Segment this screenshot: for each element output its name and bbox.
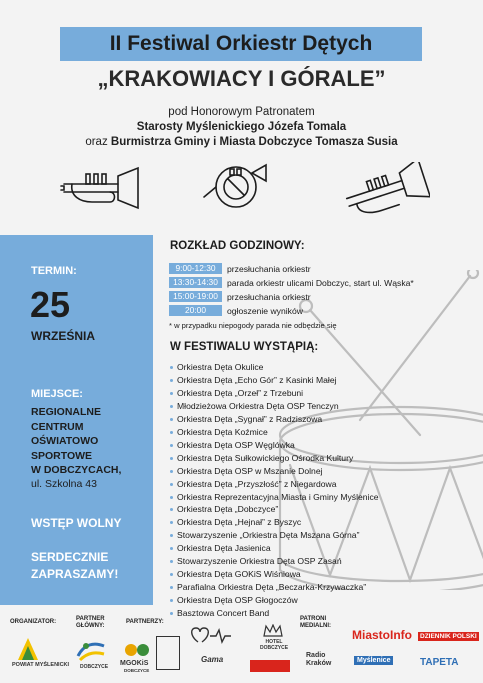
orchestra-item: Orkiestra Dęta „Sygnał” z Radziszowa xyxy=(170,413,379,426)
orchestra-item: Orkiestra Dęta „Hejnał” z Byszyc xyxy=(170,516,379,529)
powiat-logo-icon xyxy=(14,636,42,662)
place-name xyxy=(31,405,121,490)
schedule-row xyxy=(169,305,303,316)
tapeta-logo-text: TAPETA xyxy=(420,657,459,668)
orchestra-item: Orkiestra Reprezentacyjna Miasta i Gminy Myślenice xyxy=(170,491,379,504)
schedule-row xyxy=(169,291,311,302)
media-label: PATRONI MEDIALNI: xyxy=(300,616,331,629)
orchestra-item: Orkiestra Dęta OSP Węglówka xyxy=(170,439,379,452)
festival-subtitle: „KRAKOWIACY I GÓRALE” xyxy=(97,66,386,91)
mgokis-logo-sub: DOBCZYCE xyxy=(124,668,150,673)
patronage-prefix: oraz xyxy=(85,136,108,148)
place-line: W DOBCZYCACH, xyxy=(31,464,122,476)
place-line: OŚWIATOWO xyxy=(31,435,99,447)
partner-emblem-icon xyxy=(156,636,180,670)
patronage-line-3 xyxy=(0,136,483,148)
mgokis-logo-text: MGOKiS xyxy=(120,660,149,667)
place-address: ul. Szkolna 43 xyxy=(31,477,97,490)
orchestra-item: Orkiestra Dęta Koźmice xyxy=(170,426,379,439)
dobczyce-logo-icon xyxy=(76,640,106,662)
miastoinfo-logo-text: MiastoInfo xyxy=(352,628,412,642)
schedule-time: 13:30-14:30 xyxy=(169,277,222,288)
orchestra-item: Stowarzyszenie Orkiestra Dęta OSP Zasań xyxy=(170,555,379,568)
schedule-desc: ogłoszenie wyników xyxy=(227,305,303,316)
dziennik-logo-text: DZIENNIK POLSKI xyxy=(420,633,477,640)
patronage-line-1: pod Honorowym Patronatem xyxy=(168,106,315,118)
radio-krakow-logo-text: Radio Kraków xyxy=(306,652,332,667)
orchestra-item: Orkiestra Dęta „Orzeł” z Trzebuni xyxy=(170,387,379,400)
orchestra-item: Orkiestra Dęta Sułkowickiego Ośrodka Kultury xyxy=(170,452,379,465)
event-month: WRZEŚNIA xyxy=(31,329,95,343)
orchestra-item: Orkiestra Dęta OSP w Mszanie Dolnej xyxy=(170,465,379,478)
schedule-time: 20:00 xyxy=(169,305,222,316)
myslenice-tv-logo-text: Myślenice xyxy=(354,656,393,665)
schedule-row xyxy=(169,277,414,288)
orchestra-item: Orkiestra Dęta Okulice xyxy=(170,361,379,374)
french-horn-icon xyxy=(202,163,270,211)
orchestra-item: Parafialna Orkiestra Dęta „Beczarka-Krzywaczka” xyxy=(170,581,379,594)
schedule-title: ROZKŁAD GODZINOWY: xyxy=(170,240,305,252)
orchestra-item: Orkiestra Dęta Jasienica xyxy=(170,542,379,555)
hotel-crown-icon xyxy=(262,624,284,638)
orchestra-list xyxy=(170,361,379,620)
schedule-desc: przesłuchania orkiestr xyxy=(227,291,311,302)
event-day: 25 xyxy=(30,284,71,325)
free-entry: WSTĘP WOLNY xyxy=(31,516,122,530)
orchestra-item: Orkiestra Dęta „Dobczyce” xyxy=(170,503,379,516)
dobczyce-logo-text: DOBCZYCE xyxy=(80,664,109,670)
powiat-logo-text: POWIAT MYŚLENICKI xyxy=(12,662,70,668)
schedule-note: * w przypadku niepogody parada nie odbędzie się xyxy=(169,321,337,330)
schedule-time: 9:00-12:30 xyxy=(169,263,222,274)
place-line: SPORTOWE xyxy=(31,449,93,462)
partner-main-label: PARTNER GŁÓWNY: xyxy=(76,616,105,629)
schedule-time: 15:00-19:00 xyxy=(169,291,222,302)
partners-label: PARTNERZY: xyxy=(126,619,164,625)
orchestra-item: Młodzieżowa Orkiestra Dęta OSP Tenczyn xyxy=(170,400,379,413)
mgokis-logo-icon xyxy=(124,640,150,660)
schedule-desc: przesłuchania orkiestr xyxy=(227,263,311,274)
organizer-label: ORGANIZATOR: xyxy=(10,619,57,625)
gama-logo-text: Gama xyxy=(201,655,224,664)
festival-title: II Festiwal Orkiestr Dętych xyxy=(109,32,373,55)
patronage-mayor: Burmistrza Gminy i Miasta Dobczyce Tomasza Susia xyxy=(110,136,398,148)
orchestra-item: Orkiestra Dęta „Przyszłość” z Niegardowa xyxy=(170,478,379,491)
title-banner xyxy=(60,27,422,61)
invite-line-2: ZAPRASZAMY! xyxy=(31,567,119,581)
schedule-row xyxy=(169,263,311,274)
place-line: CENTRUM xyxy=(31,420,84,433)
heart-logo-icon xyxy=(188,626,232,646)
term-label: TERMIN: xyxy=(31,265,77,277)
orchestra-item: Stowarzyszenie „Orkiestra Dęta Mszana Górna” xyxy=(170,529,379,542)
place-label: MIEJSCE: xyxy=(31,388,83,400)
orchestra-item: Basztowa Concert Band xyxy=(170,607,379,620)
invite-line-1: SERDECZNIE xyxy=(31,550,109,564)
schedule-desc: parada orkiestr ulicami Dobczyc, start ul. Wąska* xyxy=(227,277,414,288)
patronage-line-2: Starosty Myślenickiego Józefa Tomala xyxy=(136,121,347,133)
orchestra-item: Orkiestra Dęta GOKiS Wiśniowa xyxy=(170,568,379,581)
hotel-logo-text: HOTEL DOBCZYCE xyxy=(259,639,289,651)
orchestra-item: Orkiestra Dęta OSP Głogoczów xyxy=(170,594,379,607)
partner-red-logo-icon xyxy=(250,660,290,672)
orchestra-item: Orkiestra Dęta „Echo Gór” z Kasinki Małej xyxy=(170,374,379,387)
place-line: REGIONALNE xyxy=(31,406,102,418)
trumpet-icon-2 xyxy=(342,162,430,218)
trumpet-icon xyxy=(58,162,142,212)
orchestras-title: W FESTIWALU WYSTĄPIĄ: xyxy=(170,341,319,353)
